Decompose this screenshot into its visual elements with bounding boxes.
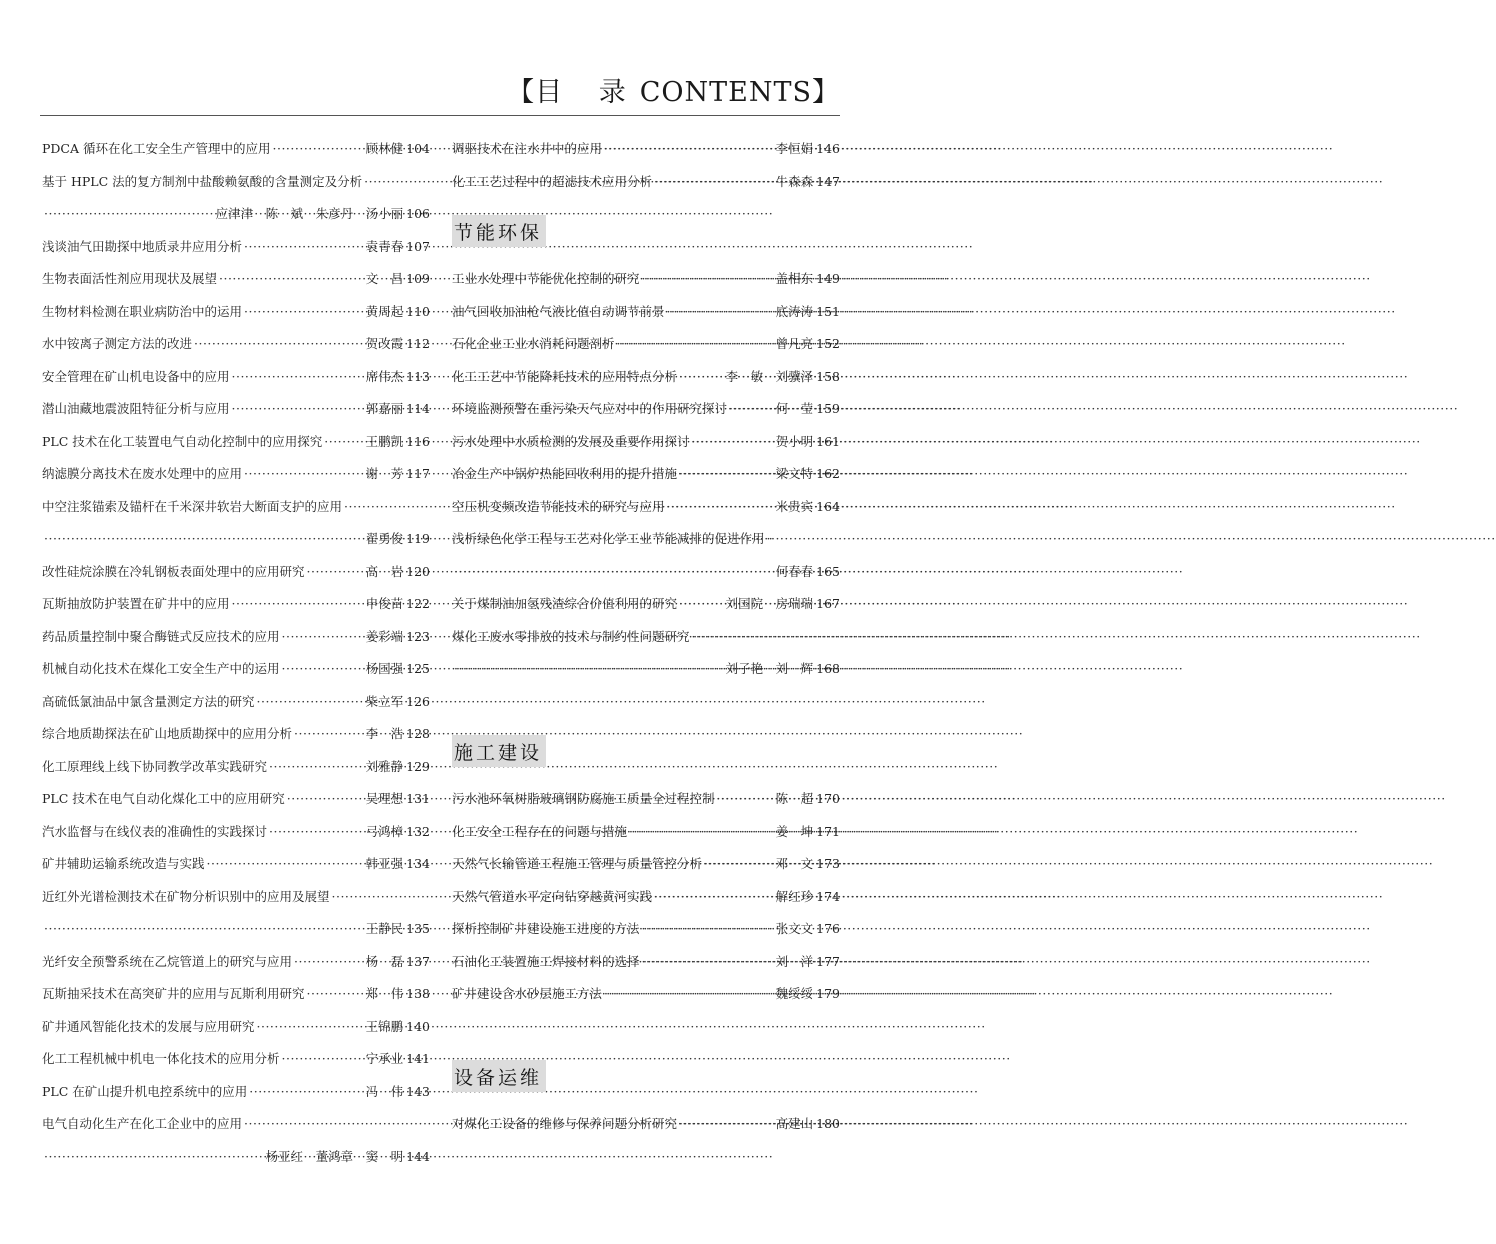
entry-author: 曾凡亮 xyxy=(775,336,814,351)
entry-page: 120 xyxy=(406,563,430,579)
entry-author: 牛森森 xyxy=(775,173,814,189)
leader-dots xyxy=(207,858,364,871)
entry-author: 翟勇俊 xyxy=(365,531,404,546)
entry-title: 化工原理线上线下协同教学改革实践研究 xyxy=(42,758,268,774)
toc-entry[interactable] xyxy=(452,783,840,816)
leader-dots xyxy=(767,533,840,546)
leader-dots xyxy=(244,468,364,481)
entry-title: 对煤化工设备的维修与保养问题分析研究 xyxy=(452,1116,678,1131)
toc-entry[interactable] xyxy=(42,458,430,491)
leader-dots xyxy=(44,533,364,546)
entry-page: 176 xyxy=(816,921,840,936)
entry-page: 128 xyxy=(406,726,430,741)
leader-dots xyxy=(667,306,774,319)
leader-dots xyxy=(44,1151,264,1164)
entry-author: 杨亚红 董鸿章 窦 明 xyxy=(265,1148,404,1164)
section-gap xyxy=(452,1141,840,1174)
leader-dots xyxy=(249,1086,363,1099)
entry-title: PLC 技术在电气自动化煤化工中的应用研究 xyxy=(42,791,285,806)
section-heading-label: 设备运维 xyxy=(452,1060,546,1092)
entry-page: 113 xyxy=(406,368,430,384)
entry-title: 调驱技术在注水井中的应用 xyxy=(452,141,603,156)
entry-author: 李恒娟 xyxy=(775,141,814,156)
entry-author: 何春春 xyxy=(775,563,814,579)
entry-page: 135 xyxy=(406,921,430,936)
entry-author: 袁青春 xyxy=(365,238,404,254)
entry-title: 天然气长输管道工程施工管理与质量管控分析 xyxy=(452,856,703,871)
section-gap xyxy=(452,1011,840,1044)
toc-entry[interactable] xyxy=(42,653,430,686)
entry-title: 纳滤膜分离技术在废水处理中的应用 xyxy=(42,466,243,481)
entry-author: 柴立军 xyxy=(365,693,404,709)
entry-author: 郑 伟 xyxy=(365,986,404,1001)
toc-entry[interactable] xyxy=(452,133,840,166)
leader-dots xyxy=(344,501,430,514)
leader-dots xyxy=(282,1053,364,1066)
leader-dots xyxy=(44,923,364,936)
toc-entry[interactable] xyxy=(452,1108,840,1141)
entry-author: 底涛涛 xyxy=(775,303,814,319)
entry-page: 180 xyxy=(816,1116,840,1131)
toc-entry[interactable] xyxy=(452,946,840,979)
entry-page: 132 xyxy=(406,823,430,839)
entry-author: 文 昌 xyxy=(365,271,404,286)
leader-dots xyxy=(679,1118,774,1131)
entry-author: 高建山 xyxy=(775,1116,814,1131)
section-heading-label: 节能环保 xyxy=(452,215,546,247)
entry-author: 应津津 陈 斌 朱彦丹 汤小丽 xyxy=(215,206,404,221)
leader-dots xyxy=(307,988,364,1001)
entry-author: 姜彩端 xyxy=(365,628,404,644)
toc-entry[interactable] xyxy=(452,621,840,654)
toc-entry[interactable] xyxy=(452,881,840,914)
entry-page: 106 xyxy=(406,206,430,221)
leader-dots xyxy=(219,273,364,286)
entry-author: 宁承业 xyxy=(365,1051,404,1066)
entry-page: 151 xyxy=(816,303,840,319)
contents-header xyxy=(507,70,840,109)
entry-page: 146 xyxy=(816,141,840,156)
leader-dots xyxy=(679,468,774,481)
entry-author: 刘 洋 xyxy=(775,953,814,969)
right-column xyxy=(452,133,840,1173)
leader-dots xyxy=(629,826,774,839)
leader-dots xyxy=(269,826,364,839)
entry-author: 米贵宾 xyxy=(775,498,814,514)
entry-page: 152 xyxy=(816,336,840,351)
entry-author: 王锦鹏 xyxy=(365,1018,404,1034)
entry-page: 112 xyxy=(406,336,430,351)
leader-dots xyxy=(364,176,430,189)
entry-author: 贺小明 xyxy=(775,433,814,449)
toc-entry[interactable] xyxy=(42,718,430,751)
leader-dots xyxy=(454,663,724,676)
entry-author: 席伟杰 xyxy=(365,368,404,384)
entry-page: 117 xyxy=(406,466,430,481)
entry-author: 谢 芳 xyxy=(365,466,404,481)
entry-page: 144 xyxy=(406,1148,430,1164)
entry-page: 129 xyxy=(406,758,430,774)
entry-author: 郭嘉丽 xyxy=(365,401,404,416)
toc-entry[interactable] xyxy=(42,1043,430,1076)
entry-page: 168 xyxy=(816,661,840,676)
header-rule xyxy=(40,115,840,116)
entry-author: 杨 磊 xyxy=(365,953,404,969)
entry-title: 化工工艺中节能降耗技术的应用特点分析 xyxy=(452,368,678,384)
leader-dots xyxy=(642,956,774,969)
section-heading xyxy=(452,198,840,263)
toc-entry[interactable] xyxy=(42,946,430,979)
entry-author: 李 敏 刘骥泽 xyxy=(725,368,814,384)
leader-dots xyxy=(257,696,364,709)
toc-entry[interactable] xyxy=(42,556,430,589)
leader-dots xyxy=(232,598,364,611)
toc-entry[interactable] xyxy=(42,523,430,556)
leader-dots xyxy=(617,338,774,351)
toc-entry[interactable] xyxy=(452,361,840,394)
leader-dots xyxy=(282,663,364,676)
entry-title: 高硫低氯油品中氯含量测定方法的研究 xyxy=(42,693,255,709)
contents-title-cn: 目 录 xyxy=(535,77,640,108)
entry-title: PLC 在矿山提升机电控系统中的应用 xyxy=(42,1083,248,1099)
entry-author: 刘国院 房瑞瑞 xyxy=(725,596,814,611)
entry-title: 石化企业工业水消耗问题剖析 xyxy=(452,336,615,351)
entry-page: 165 xyxy=(816,563,840,579)
entry-title: 浅谈油气田勘探中地质录井应用分析 xyxy=(42,238,243,254)
leader-dots xyxy=(232,371,364,384)
entry-author: 黄周起 xyxy=(365,303,404,319)
leader-dots xyxy=(704,858,774,871)
section-gap xyxy=(452,686,840,719)
entry-page: 147 xyxy=(816,173,840,189)
bracket-close: 】 xyxy=(812,77,840,108)
section-heading-label: 施工建设 xyxy=(452,735,546,767)
leader-dots xyxy=(667,501,774,514)
entry-page: 177 xyxy=(816,953,840,969)
entry-page: 126 xyxy=(406,693,430,709)
toc-entry[interactable] xyxy=(452,848,840,881)
leader-dots xyxy=(244,241,364,254)
entry-author: 姜 坤 xyxy=(775,823,814,839)
entry-title: 工业水处理中节能优化控制的研究 xyxy=(452,271,640,286)
entry-title: 污水池环氧树脂玻璃钢防腐施工质量全过程控制 xyxy=(452,791,715,806)
toc-entry[interactable] xyxy=(42,328,430,361)
leader-dots xyxy=(454,566,774,579)
leader-dots xyxy=(324,436,363,449)
leader-dots xyxy=(717,793,774,806)
entry-page: 143 xyxy=(406,1083,430,1099)
entry-title: 生物材料检测在职业病防治中的运用 xyxy=(42,303,243,319)
toc-entry[interactable] xyxy=(452,523,840,556)
leader-dots xyxy=(273,143,364,156)
entry-title: 化工工艺过程中的超滤技术应用分析 xyxy=(452,173,653,189)
toc-entry[interactable] xyxy=(42,751,430,784)
toc-entry[interactable] xyxy=(42,491,430,524)
entry-title: 煤化工废水零排放的技术与制约性问题研究 xyxy=(452,628,690,644)
toc-entry[interactable] xyxy=(452,653,840,686)
entry-author: 王静民 xyxy=(365,921,404,936)
toc-entry[interactable] xyxy=(452,296,840,329)
entry-author: 张文文 xyxy=(775,921,814,936)
toc-entry[interactable] xyxy=(452,816,840,849)
leader-dots xyxy=(654,891,774,904)
entry-author: 何 莹 xyxy=(775,401,814,416)
entry-author: 解红珍 xyxy=(775,888,814,904)
entry-author: 刘子艳 刘 辉 xyxy=(725,661,814,676)
entry-title: 瓦斯抽放防护装置在矿井中的应用 xyxy=(42,596,230,611)
entry-title: 电气自动化生产在化工企业中的应用 xyxy=(42,1116,243,1131)
entry-title: 化工安全工程存在的问题与措施 xyxy=(452,823,628,839)
entry-author: 顾林健 xyxy=(365,141,404,156)
entry-page: 164 xyxy=(816,498,840,514)
leader-dots xyxy=(44,208,214,221)
leader-dots xyxy=(269,761,364,774)
toc-entry[interactable] xyxy=(42,978,430,1011)
entry-title: 水中铵离子测定方法的改进 xyxy=(42,336,193,351)
entry-page: 171 xyxy=(816,823,840,839)
toc-entry[interactable] xyxy=(42,393,430,426)
entry-page: 138 xyxy=(406,986,430,1001)
entry-title: 冶金生产中锅炉热能回收利用的提升措施 xyxy=(452,466,678,481)
leader-dots xyxy=(642,923,774,936)
entry-author: 王鹏凯 xyxy=(365,433,404,449)
toc-entry[interactable] xyxy=(42,588,430,621)
entry-title: 药品质量控制中聚合酶链式反应技术的应用 xyxy=(42,628,280,644)
entry-title: 基于 HPLC 法的复方制剂中盐酸赖氨酸的含量测定及分析 xyxy=(42,173,363,189)
entry-page: 141 xyxy=(406,1051,430,1066)
leader-dots xyxy=(194,338,364,351)
toc-entry[interactable] xyxy=(42,1108,430,1141)
leader-dots xyxy=(282,631,364,644)
entry-title: 汽水监督与在线仪表的准确性的实践探讨 xyxy=(42,823,268,839)
toc-entry[interactable] xyxy=(452,166,840,199)
entry-page: 114 xyxy=(406,401,430,416)
entry-title: 天然气管道水平定向钻穿越黄河实践 xyxy=(452,888,653,904)
entry-page: 167 xyxy=(816,596,840,611)
toc-entry[interactable] xyxy=(452,556,840,589)
entry-page: 109 xyxy=(406,271,430,286)
entry-title: 安全管理在矿山机电设备中的应用 xyxy=(42,368,230,384)
entry-title: 油气回收加油枪气液比值自动调节前景 xyxy=(452,303,665,319)
toc-entry[interactable] xyxy=(452,978,840,1011)
contents-title-en: CONTENTS xyxy=(639,77,812,108)
entry-author: 邓 文 xyxy=(775,856,814,871)
toc-entry[interactable] xyxy=(42,783,430,816)
toc-entry[interactable] xyxy=(42,166,430,199)
entry-page: 170 xyxy=(816,791,840,806)
entry-page: 119 xyxy=(406,531,430,546)
leader-dots xyxy=(679,371,724,384)
leader-dots xyxy=(654,176,774,189)
entry-page: 137 xyxy=(406,953,430,969)
entry-title: 光纤安全预警系统在乙烷管道上的研究与应用 xyxy=(42,953,293,969)
leader-dots xyxy=(244,306,364,319)
entry-title: 石油化工装置施工焊接材料的选择 xyxy=(452,953,640,969)
toc-entry[interactable] xyxy=(452,263,840,296)
left-column xyxy=(42,133,430,1173)
entry-title: 探析控制矿井建设施工进度的方法 xyxy=(452,921,640,936)
leader-dots xyxy=(729,403,774,416)
leader-dots xyxy=(679,598,724,611)
entry-author: 吴理想 xyxy=(365,791,404,806)
entry-title: 浅析绿色化学工程与工艺对化学工业节能减排的促进作用 xyxy=(452,531,765,546)
leader-dots xyxy=(232,403,364,416)
entry-page: 174 xyxy=(816,888,840,904)
entry-author: 韩亚强 xyxy=(365,856,404,871)
toc-entry[interactable] xyxy=(42,686,430,719)
entry-title: 潜山油藏地震波阻特征分析与应用 xyxy=(42,401,230,416)
entry-title: 生物表面活性剂应用现状及展望 xyxy=(42,271,218,286)
toc-entry[interactable] xyxy=(42,848,430,881)
entry-title: 改性硅烷涂膜在冷轧钢板表面处理中的应用研究 xyxy=(42,563,305,579)
entry-title: 瓦斯抽采技术在高突矿井的应用与瓦斯利用研究 xyxy=(42,986,305,1001)
entry-author: 冯 伟 xyxy=(365,1083,404,1099)
toc-entry[interactable] xyxy=(452,588,840,621)
entry-author: 李 浩 xyxy=(365,726,404,741)
entry-title: 矿井建设含水砂层施工方法 xyxy=(452,986,603,1001)
toc-entry[interactable] xyxy=(42,621,430,654)
entry-page: 131 xyxy=(406,791,430,806)
entry-page: 159 xyxy=(816,401,840,416)
entry-title: 机械自动化技术在煤化工安全生产中的运用 xyxy=(42,661,280,676)
entry-page: 123 xyxy=(406,628,430,644)
entry-title: 综合地质勘探法在矿山地质勘探中的应用分析 xyxy=(42,726,293,741)
entry-page: 149 xyxy=(816,271,840,286)
toc-entry[interactable] xyxy=(42,296,430,329)
toc-entry[interactable] xyxy=(42,1141,430,1174)
toc-entry[interactable] xyxy=(42,1011,430,1044)
leader-dots xyxy=(604,988,774,1001)
toc-entry[interactable] xyxy=(452,491,840,524)
section-heading xyxy=(452,1043,840,1108)
entry-title: 化工工程机械中机电一体化技术的应用分析 xyxy=(42,1051,280,1066)
entry-page: 162 xyxy=(816,466,840,481)
entry-author: 高 岩 xyxy=(365,563,404,579)
entry-page: 110 xyxy=(406,303,430,319)
entry-title: 污水处理中水质检测的发展及重要作用探讨 xyxy=(452,433,690,449)
leader-dots xyxy=(642,273,774,286)
entry-page: 125 xyxy=(406,661,430,676)
toc-entry[interactable] xyxy=(42,816,430,849)
entry-title: 近红外光谱检测技术在矿物分析识别中的应用及展望 xyxy=(42,888,330,904)
bracket-open: 【 xyxy=(507,77,536,108)
entry-author: 杨国强 xyxy=(365,661,404,676)
entry-title: 关于煤制油加氢残渣综合价值利用的研究 xyxy=(452,596,678,611)
toc-entry[interactable] xyxy=(42,1076,430,1109)
entry-author: 弓鸿樟 xyxy=(365,823,404,839)
entry-page: 173 xyxy=(816,856,840,871)
toc-entry[interactable] xyxy=(42,361,430,394)
toc-entry[interactable] xyxy=(452,328,840,361)
leader-dots xyxy=(692,631,840,644)
entry-title: 中空注浆锚索及锚杆在千米深井软岩大断面支护的应用 xyxy=(42,498,343,514)
entry-author: 贺改霞 xyxy=(365,336,404,351)
entry-page: 104 xyxy=(406,141,430,156)
toc-entry[interactable] xyxy=(42,426,430,459)
entry-author: 陈 超 xyxy=(775,791,814,806)
entry-page: 158 xyxy=(816,368,840,384)
entry-page: 116 xyxy=(406,433,430,449)
entry-author: 申俊苗 xyxy=(365,596,404,611)
leader-dots xyxy=(604,143,774,156)
entry-title: 矿井辅助运输系统改造与实践 xyxy=(42,856,205,871)
toc-entry[interactable] xyxy=(452,458,840,491)
entry-author: 盖相东 xyxy=(775,271,814,286)
toc-entry[interactable] xyxy=(42,133,430,166)
entry-title: 矿井通风智能化技术的发展与应用研究 xyxy=(42,1018,255,1034)
entry-title: PLC 技术在化工装置电气自动化控制中的应用探究 xyxy=(42,433,323,449)
leader-dots xyxy=(257,1021,364,1034)
entry-page: 134 xyxy=(406,856,430,871)
toc-entry[interactable] xyxy=(452,426,840,459)
entry-title: 环境监测预警在重污染天气应对中的作用研究探讨 xyxy=(452,401,728,416)
leader-dots xyxy=(244,1118,430,1131)
section-heading xyxy=(452,718,840,783)
entry-page: 122 xyxy=(406,596,430,611)
leader-dots xyxy=(307,566,364,579)
toc-entry[interactable] xyxy=(452,913,840,946)
leader-dots xyxy=(332,891,430,904)
leader-dots xyxy=(294,728,364,741)
entry-page: 179 xyxy=(816,986,840,1001)
entry-page: 140 xyxy=(406,1018,430,1034)
entry-page: 107 xyxy=(406,238,430,254)
entry-author: 魏绥绥 xyxy=(775,986,814,1001)
entry-page: 161 xyxy=(816,433,840,449)
entry-title: 空压机变频改造节能技术的研究与应用 xyxy=(452,498,665,514)
entry-title: PDCA 循环在化工安全生产管理中的应用 xyxy=(42,141,271,156)
toc-entry[interactable] xyxy=(42,263,430,296)
toc-entry[interactable] xyxy=(42,881,430,914)
entry-author: 梁文特 xyxy=(775,466,814,481)
toc-entry[interactable] xyxy=(42,913,430,946)
entry-author: 刘雅静 xyxy=(365,758,404,774)
leader-dots xyxy=(294,956,364,969)
leader-dots xyxy=(692,436,774,449)
leader-dots xyxy=(287,793,364,806)
toc-entry[interactable] xyxy=(42,231,430,264)
toc-entry[interactable] xyxy=(42,198,430,231)
toc-entry[interactable] xyxy=(452,393,840,426)
